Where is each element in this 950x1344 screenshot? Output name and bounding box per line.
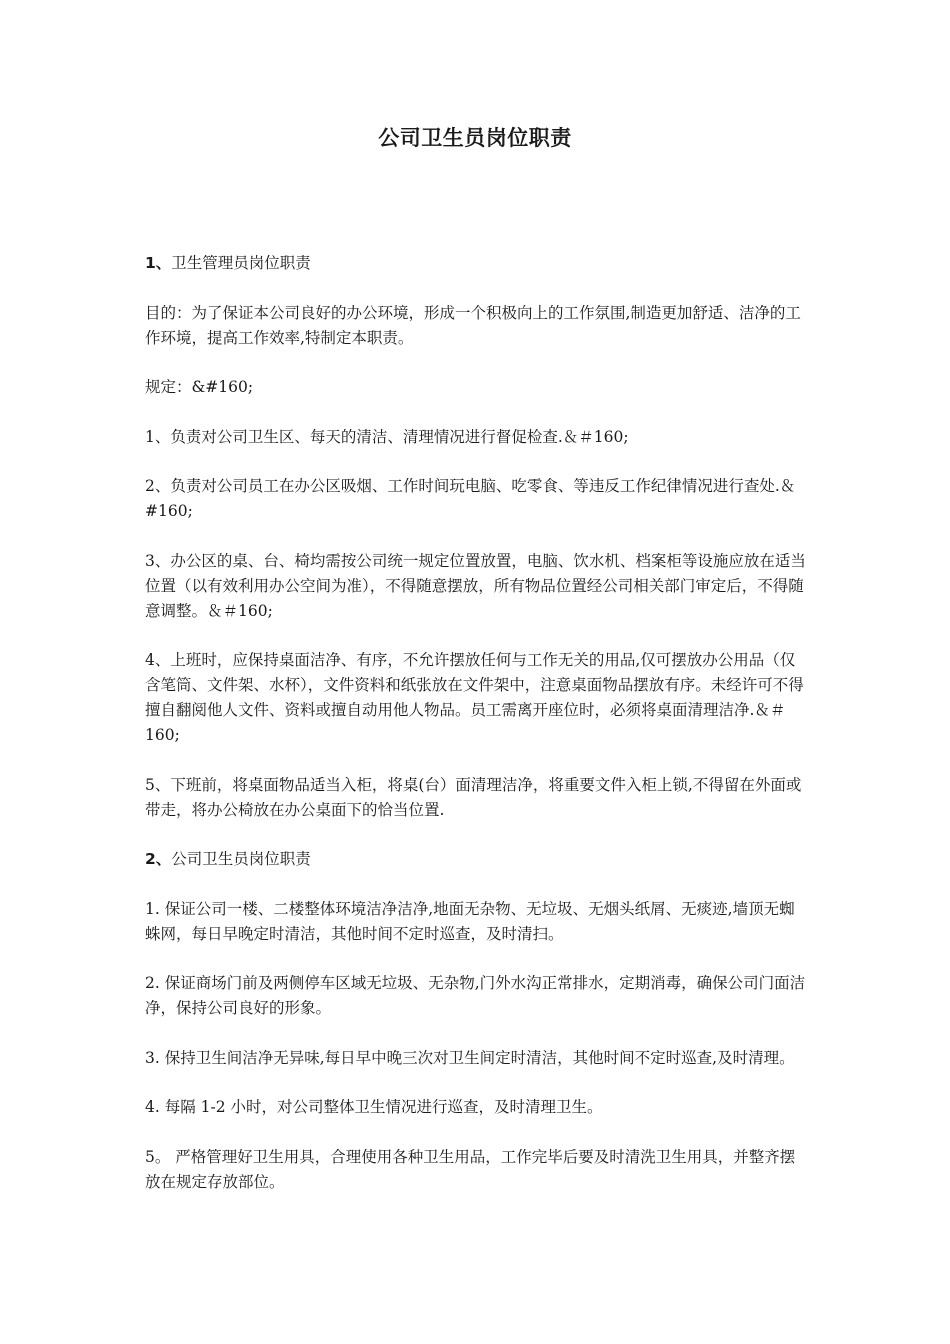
rules-label: 规定：&#160; bbox=[145, 378, 254, 396]
rule-item-1: 1、负责对公司卫生区、每天的清洁、清理情况进行督促检查.＆＃160; bbox=[145, 427, 629, 446]
document-body bbox=[145, 251, 810, 1219]
section-2-title: 公司卫生员岗位职责 bbox=[171, 850, 311, 868]
rule-item-3: 3、办公区的桌、台、椅均需按公司统一规定位置放置，电脑、饮水机、档案柜等设施应放在适当位置（以有效利用办公空间为准），不得随意摆放，所有物品位置经公司相关部门审定后，不得随意调整。＆＃160; bbox=[145, 551, 806, 620]
duty-item-4: 4. 每隔 1-2 小时，对公司整体卫生情况进行巡查，及时清理卫生。 bbox=[145, 1098, 603, 1116]
section-2-heading bbox=[145, 847, 810, 872]
section-1-number: 1、 bbox=[145, 254, 172, 272]
duty-item-2: 2. 保证商场门前及两侧停车区域无垃圾、无杂物,门外水沟正常排水，定期消毒，确保公司门面洁净，保持公司良好的形象。 bbox=[145, 974, 806, 1017]
rule-item-2: 2、负责对公司员工在办公区吸烟、工作时间玩电脑、吃零食、等违反工作纪律情况进行查处.＆#160; bbox=[145, 477, 796, 520]
document-title: 公司卫生员岗位职责 bbox=[378, 126, 572, 150]
section-1-title: 卫生管理员岗位职责 bbox=[171, 254, 311, 272]
duty-item-3: 3. 保持卫生间洁净无异味,每日早中晚三次对卫生间定时清洁，其他时间不定时巡查,及时清理。 bbox=[145, 1048, 795, 1067]
section-1-heading bbox=[145, 251, 810, 276]
duty-item-1: 1. 保证公司一楼、二楼整体环境洁净洁净,地面无杂物、无垃圾、无烟头纸屑、无痰迹,墙顶无蜘蛛网，每日早晚定时清洁，其他时间不定时巡查，及时清扫。 bbox=[145, 899, 795, 943]
rule-item-5: 5、下班前，将桌面物品适当入柜，将桌(台）面清理洁净，将重要文件入柜上锁,不得留在外面或带走，将办公椅放在办公桌面下的恰当位置. bbox=[145, 775, 802, 819]
section-2-number: 2、 bbox=[145, 850, 172, 868]
duty-item-5: 5。 严格管理好卫生用具，合理使用各种卫生用品，工作完毕后要及时清洗卫生用具，并整齐摆放在规定存放部位。 bbox=[145, 1147, 796, 1191]
purpose-paragraph: 目的：为了保证本公司良好的办公环境，形成一个积极向上的工作氛围,制造更加舒适、洁净的工作环境，提高工作效率,特制定本职责。 bbox=[145, 303, 801, 347]
rule-item-4: 4、上班时，应保持桌面洁净、有序，不允许摆放任何与工作无关的用品,仅可摆放办公用品（仅含笔筒、文件架、水杯），文件资料和纸张放在文件架中，注意桌面物品摆放有序。未经许可不得擅自翻阅他人文件、资料或擅自动用他人物品。员工需离开座位时，必须将桌面清理洁净.＆＃160; bbox=[145, 651, 804, 744]
